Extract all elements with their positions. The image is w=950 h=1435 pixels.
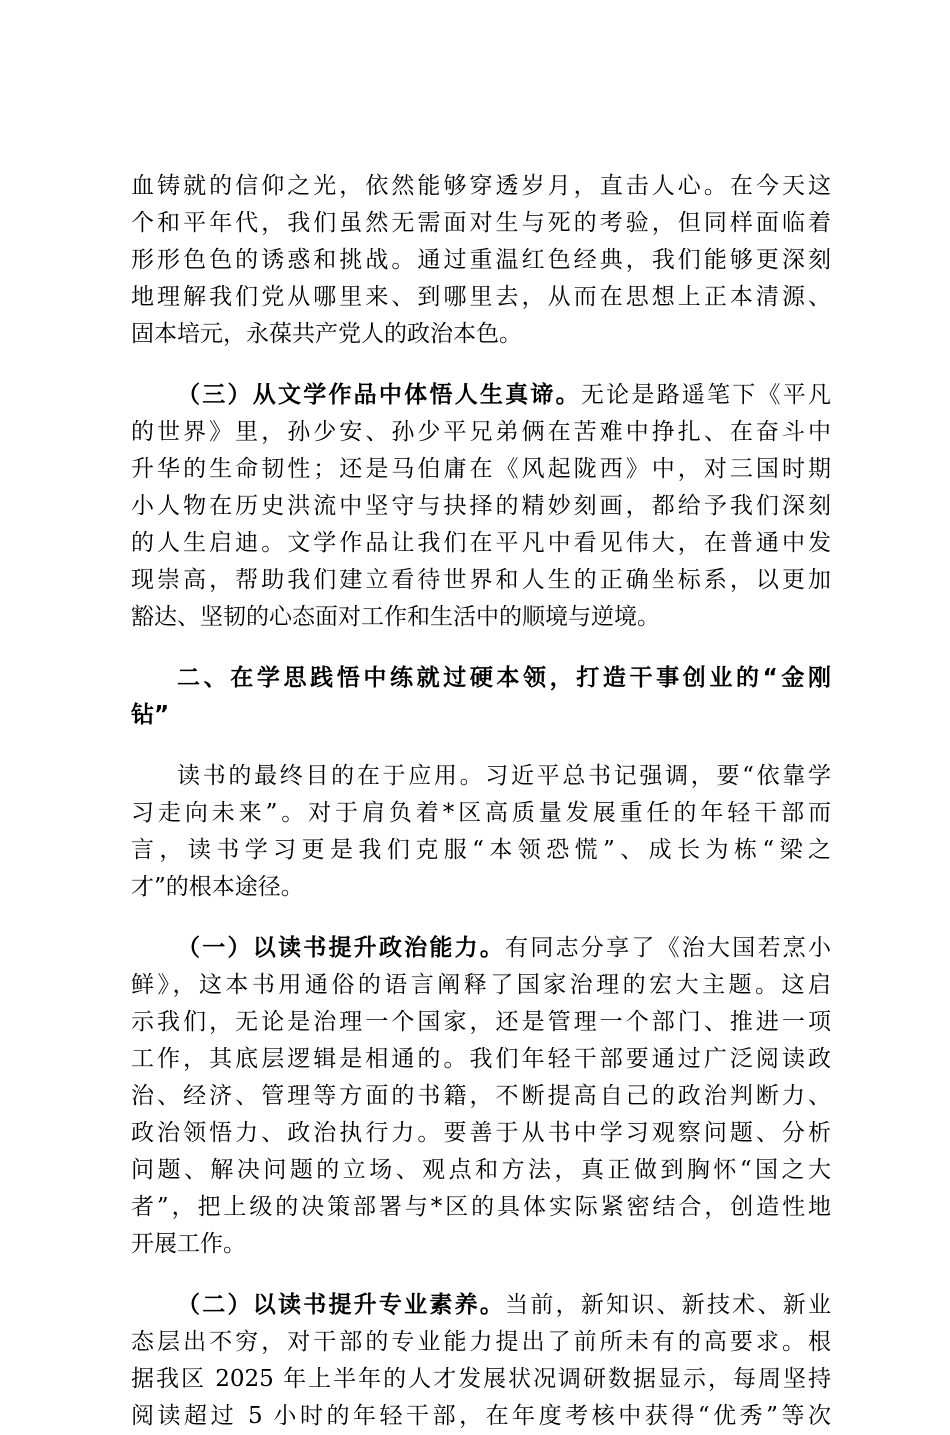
text-line: 政治领悟力、政治执行力。要善于从书中学习观察问题、分析 — [131, 1120, 831, 1146]
text-line: 鲜》，这本书用通俗的语言阐释了国家治理的宏大主题。这启 — [131, 972, 831, 998]
heading-line: 二、在学思践悟中练就过硬本领，打造干事创业的“金刚 — [177, 665, 831, 691]
text-line: 据我区 2025 年上半年的人才发展状况调研数据显示，每周坚持 — [131, 1366, 831, 1392]
text-line: 豁达、坚韧的心态面对工作和生活中的顺境与逆境。 — [131, 604, 660, 630]
text-line: 示我们，无论是治理一个国家，还是管理一个部门、推进一项 — [131, 1009, 831, 1035]
text-line: 个和平年代，我们虽然无需面对生与死的考验，但同样面临着 — [131, 210, 831, 236]
text-line: 的世界》里，孙少安、孙少平兄弟俩在苦难中挣扎、在奋斗中 — [131, 419, 831, 445]
paragraph — [131, 758, 831, 906]
subheading-lead: （一）以读书提升政治能力。 — [177, 935, 506, 961]
paragraph — [131, 377, 831, 636]
text-span: 无论是路遥笔下《平凡 — [580, 382, 832, 408]
text-line: 读书的最终目的在于应用。习近平总书记强调，要“依靠学 — [177, 763, 831, 789]
heading-line: 钻” — [131, 702, 170, 728]
text-line: 固本培元，永葆共产党人的政治本色。 — [131, 321, 522, 347]
text-line: 形形色色的诱惑和挑战。通过重温红色经典，我们能够更深刻 — [131, 247, 831, 273]
text-line — [131, 377, 831, 414]
text-line: 开展工作。 — [131, 1231, 246, 1257]
text-line: 工作，其底层逻辑是相通的。我们年轻干部要通过广泛阅读政 — [131, 1046, 831, 1072]
paragraph — [131, 168, 831, 353]
text-line: 态层出不穷，对干部的专业能力提出了前所未有的高要求。根 — [131, 1329, 831, 1355]
document-page — [131, 168, 831, 1435]
text-line: 的人生启迪。文学作品让我们在平凡中看见伟大，在普通中发 — [131, 530, 831, 556]
text-line: 者”，把上级的决策部署与*区的具体实际紧密结合，创造性地 — [131, 1194, 831, 1220]
text-line: 阅读超过 5 小时的年轻干部，在年度考核中获得“优秀”等次 — [131, 1403, 831, 1429]
text-span: 当前，新知识、新技术、新业 — [505, 1292, 832, 1318]
text-line: 升华的生命韧性；还是马伯庸在《风起陇西》中，对三国时期 — [131, 456, 831, 482]
text-line: 问题、解决问题的立场、观点和方法，真正做到胸怀“国之大 — [131, 1157, 831, 1183]
text-line: 地理解我们党从哪里来、到哪里去，从而在思想上正本清源、 — [131, 284, 831, 310]
paragraph — [131, 1287, 831, 1435]
text-line: 习走向未来”。对于肩负着*区高质量发展重任的年轻干部而 — [131, 800, 831, 826]
text-line: 治、经济、管理等方面的书籍，不断提高自己的政治判断力、 — [131, 1083, 831, 1109]
text-span: 有同志分享了《治大国若烹小 — [505, 935, 832, 961]
text-line: 现崇高，帮助我们建立看待世界和人生的正确坐标系，以更加 — [131, 567, 831, 593]
text-line: 小人物在历史洪流中坚守与抉择的精妙刻画，都给予我们深刻 — [131, 493, 831, 519]
subheading-lead: （三）从文学作品中体悟人生真谛。 — [177, 382, 581, 408]
text-line — [131, 930, 831, 967]
section-heading — [131, 660, 831, 734]
paragraph — [131, 930, 831, 1263]
text-line: 血铸就的信仰之光，依然能够穿透岁月，直击人心。在今天这 — [131, 173, 831, 199]
text-line — [131, 1287, 831, 1324]
text-line: 言，读书学习更是我们克服“本领恐慌”、成长为栋“梁之 — [131, 837, 831, 863]
text-line: 才”的根本途径。 — [131, 874, 304, 900]
subheading-lead: （二）以读书提升专业素养。 — [177, 1292, 506, 1318]
